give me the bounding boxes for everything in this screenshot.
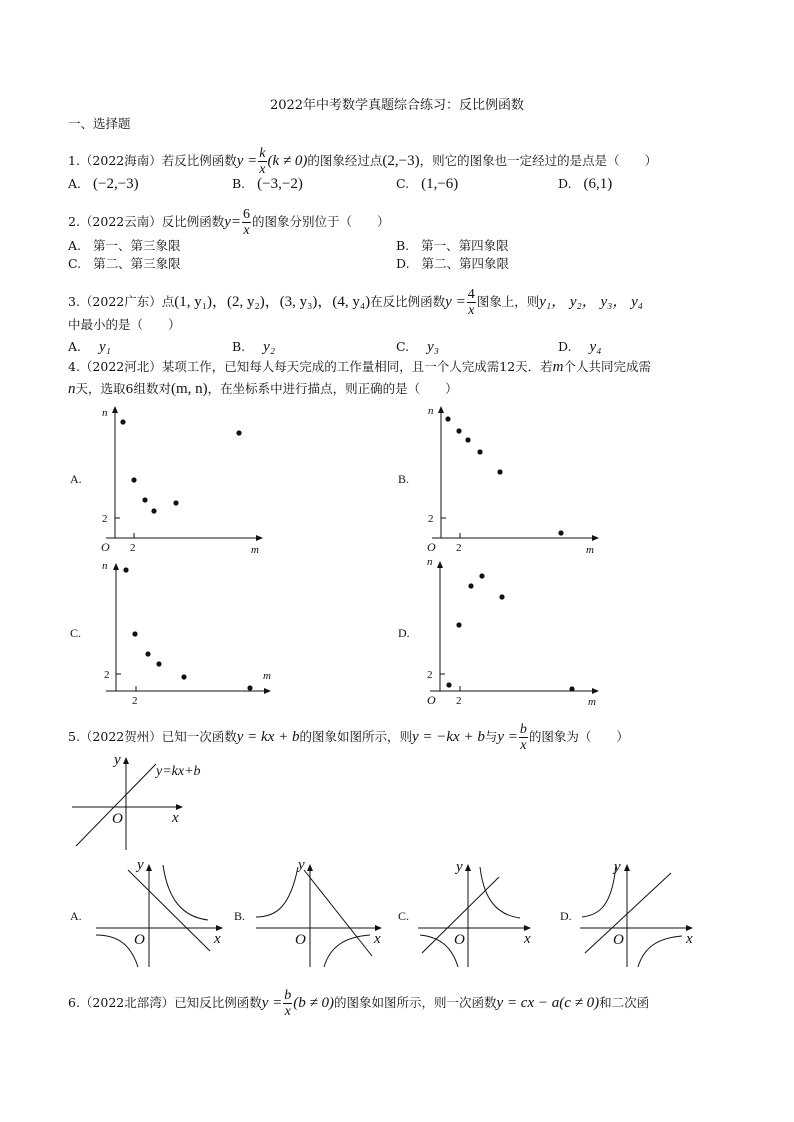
q3-option-b-label: B. bbox=[232, 339, 246, 354]
q3-option-b-value: y₂ bbox=[263, 339, 276, 355]
q4-line2 bbox=[68, 381, 458, 397]
q3-option-d-label: D. bbox=[558, 339, 572, 354]
q1-prefix: 1.（2022海南）若反比例函数 bbox=[68, 153, 237, 168]
q4-axis-m: m bbox=[251, 544, 259, 556]
q1-stem bbox=[68, 146, 657, 177]
q5-frac-den: x bbox=[520, 738, 527, 753]
q3-eq-lhs: y = bbox=[445, 294, 466, 310]
q4-tick-2-x: 2 bbox=[130, 542, 136, 554]
q3-option-d[interactable] bbox=[558, 339, 601, 355]
q1-option-a-label: A. bbox=[68, 176, 82, 191]
q4-line1 bbox=[68, 359, 651, 375]
q1-option-c-label: C. bbox=[396, 176, 410, 191]
q5-axis-y: y bbox=[614, 859, 621, 875]
section-heading: 一、选择题 bbox=[68, 116, 131, 131]
q3-option-d-value: y₄ bbox=[589, 339, 602, 355]
q5-given-line bbox=[76, 764, 156, 846]
q5-d-hyperbola-q2 bbox=[582, 865, 616, 917]
q3-line2: 中最小的是（ ） bbox=[68, 317, 181, 332]
q3-after: 图象上，则 bbox=[476, 294, 540, 309]
q3-frac-num: 4 bbox=[467, 287, 475, 302]
q5-origin: O bbox=[295, 932, 306, 948]
q4-axis-m: m bbox=[588, 696, 596, 708]
q5-option-b-label: B. bbox=[234, 909, 246, 923]
q3-points: (1, y₁)，(2, y₂)，(3, y₃)，(4, y₄) bbox=[174, 294, 371, 310]
q5-and: 与 bbox=[484, 729, 498, 744]
q4-line2b: ，在坐标系中进行描点，则正确的是（ ） bbox=[207, 381, 458, 396]
q3-frac-den: x bbox=[468, 303, 475, 318]
q4-point bbox=[123, 567, 128, 572]
q4-origin: O bbox=[427, 540, 436, 554]
q5-frac-num: b bbox=[519, 722, 527, 737]
q5-axis-x: x bbox=[686, 931, 693, 947]
q1-option-d-value: (6,1) bbox=[583, 176, 613, 192]
q1-frac-num: k bbox=[259, 146, 266, 161]
q5-option-d-label: D. bbox=[560, 909, 572, 923]
q1-point: (2,−3) bbox=[382, 153, 420, 169]
q4-graph-b-label: B. bbox=[398, 472, 410, 486]
q4-point bbox=[181, 674, 186, 679]
q1-option-d-label: D. bbox=[558, 176, 572, 191]
q2-stem bbox=[68, 207, 390, 238]
q5-option-d[interactable] bbox=[558, 855, 708, 970]
page-title: 2022年中考数学真题综合练习：反比例函数 bbox=[269, 98, 525, 113]
q4-var-n: n bbox=[68, 381, 76, 397]
q5-origin: O bbox=[613, 932, 624, 948]
q4-tick-2-y: 2 bbox=[102, 513, 108, 525]
q4-axis-n: n bbox=[427, 556, 433, 568]
q5-origin: O bbox=[112, 811, 123, 827]
q6-eq2: y = cx − a(c ≠ 0) bbox=[496, 995, 600, 1011]
q2-option-d-value: 第二、第四象限 bbox=[421, 256, 510, 271]
q2-option-b-value: 第一、第四象限 bbox=[421, 238, 509, 253]
q3-prefix: 3.（2022广东）点 bbox=[68, 294, 175, 309]
q5-d-line bbox=[585, 873, 671, 953]
q1-option-c-value: (1,−6) bbox=[421, 176, 459, 192]
q4-point bbox=[456, 622, 461, 627]
q2-option-c[interactable] bbox=[68, 256, 181, 272]
q5-eq1: y = kx + b bbox=[236, 729, 300, 745]
q3-stem bbox=[68, 287, 643, 318]
q4-line2a: 天，选取6组数对 bbox=[75, 381, 171, 396]
q1-frac-den: x bbox=[259, 162, 266, 177]
q4-point bbox=[497, 469, 502, 474]
q6-stem bbox=[68, 988, 649, 1019]
q4-tick-2-y: 2 bbox=[104, 669, 110, 681]
q5-axis-x: x bbox=[214, 931, 221, 947]
q4-point bbox=[131, 477, 136, 482]
q2-prefix: 2.（2022云南）反比例函数 bbox=[68, 214, 225, 229]
q5-option-c-label: C. bbox=[398, 909, 410, 923]
q4-point bbox=[479, 573, 484, 578]
q1-fraction bbox=[258, 146, 266, 177]
q4-point bbox=[151, 508, 156, 513]
q5-b-hyperbola-q4 bbox=[324, 935, 370, 967]
q6-mid: 的图象如图所示，则一次函数 bbox=[334, 995, 497, 1010]
q4-axis-n: n bbox=[102, 560, 108, 572]
q2-option-b-label: B. bbox=[396, 238, 410, 253]
q4-axis-n: n bbox=[428, 405, 434, 417]
q4-point bbox=[445, 416, 450, 421]
q1-option-b-value: (−3,−2) bbox=[257, 176, 303, 192]
q2-suffix: 的图象分别位于（ ） bbox=[252, 214, 390, 229]
q5-axis-y: y bbox=[456, 859, 463, 875]
q4-var-m: m bbox=[552, 359, 564, 375]
q5-option-a-label: A. bbox=[70, 909, 82, 923]
q3-option-c[interactable] bbox=[396, 339, 439, 355]
q2-option-b[interactable] bbox=[396, 238, 509, 254]
q5-suffix: 的图象为（ ） bbox=[528, 729, 629, 744]
q4-graph-d[interactable] bbox=[396, 553, 606, 708]
q5-mid: 的图象如图所示，则 bbox=[299, 729, 412, 744]
q3-option-a[interactable] bbox=[68, 339, 111, 355]
q3-option-c-label: C. bbox=[396, 339, 410, 354]
q3-option-b[interactable] bbox=[232, 339, 275, 355]
q4-pair: (m, n) bbox=[170, 381, 208, 397]
q4-origin: O bbox=[427, 693, 436, 707]
q5-stem bbox=[68, 722, 629, 753]
q5-option-b[interactable] bbox=[232, 855, 392, 970]
q5-line-label: y=kx+b bbox=[156, 764, 201, 779]
q4-point bbox=[120, 419, 125, 424]
q4-graph-b[interactable] bbox=[396, 400, 606, 555]
q4-graph-c[interactable] bbox=[68, 553, 278, 707]
q4-tick-2-y: 2 bbox=[428, 513, 434, 525]
q6-suffix: 和二次函 bbox=[599, 995, 650, 1010]
q2-eq-lhs: y= bbox=[224, 214, 242, 230]
q5-origin: O bbox=[454, 932, 465, 948]
q2-option-a-value: 第一、第三象限 bbox=[93, 238, 181, 253]
q5-eq3-lhs: y = bbox=[497, 729, 518, 745]
q4-point bbox=[236, 430, 241, 435]
q4-point bbox=[142, 497, 147, 502]
q5-origin: O bbox=[134, 932, 145, 948]
q3-option-a-label: A. bbox=[68, 339, 82, 354]
q4-point bbox=[499, 594, 504, 599]
q4-point bbox=[465, 437, 470, 442]
q1-suffix: ，则它的图象也一定经过的是点是（ ） bbox=[419, 153, 658, 168]
q4-origin: O bbox=[101, 540, 110, 554]
q6-prefix: 6.（2022北部湾）已知反比例函数 bbox=[68, 995, 262, 1010]
q4-tick-2-y: 2 bbox=[427, 669, 433, 681]
q4-point bbox=[558, 530, 563, 535]
q5-axis-y: y bbox=[298, 857, 305, 873]
q5-axis-x: x bbox=[172, 810, 179, 826]
q4-point bbox=[156, 661, 161, 666]
q5-prefix: 5.（2022贺州）已知一次函数 bbox=[68, 729, 237, 744]
q4-point bbox=[132, 631, 137, 636]
q1-option-a-value: (−2,−3) bbox=[93, 176, 139, 192]
q5-eq2: y = −kx + b bbox=[411, 729, 485, 745]
q2-option-a[interactable] bbox=[68, 238, 181, 254]
q3-mid: 在反比例函数 bbox=[370, 294, 446, 309]
q5-axis-x: x bbox=[524, 931, 531, 947]
q4-point bbox=[173, 500, 178, 505]
q6-frac-den: x bbox=[284, 1004, 291, 1019]
q4-point bbox=[569, 686, 574, 691]
q5-b-hyperbola-q2 bbox=[256, 867, 298, 917]
q5-axis-y: y bbox=[137, 857, 144, 873]
q1-condition: (k ≠ 0) bbox=[267, 153, 308, 169]
q4-point bbox=[468, 583, 473, 588]
q5-a-hyperbola-q3 bbox=[96, 935, 138, 967]
q6-frac-num: b bbox=[284, 988, 292, 1003]
q1-eq-lhs: y = bbox=[236, 153, 258, 169]
q2-option-c-label: C. bbox=[68, 256, 82, 271]
q5-c-hyperbola-q3 bbox=[420, 935, 458, 967]
q4-graph-c-label: C. bbox=[70, 626, 82, 640]
q5-d-hyperbola-q4 bbox=[638, 936, 682, 967]
q4-axis-n: n bbox=[102, 407, 108, 419]
q1-option-b[interactable] bbox=[232, 176, 303, 192]
q3-vars: y₁， y₂， y₃， y₄ bbox=[539, 294, 643, 310]
q4-graph-d-label: D. bbox=[398, 626, 410, 640]
q4-axis-m: m bbox=[263, 670, 271, 682]
q3-fraction bbox=[467, 287, 476, 318]
q1-option-a[interactable] bbox=[68, 176, 139, 192]
q2-option-d-label: D. bbox=[396, 256, 410, 271]
q6-fraction bbox=[283, 988, 292, 1019]
q1-option-d[interactable] bbox=[558, 176, 612, 192]
q5-b-line bbox=[304, 870, 372, 956]
q4-point bbox=[446, 682, 451, 687]
q2-option-c-value: 第二、第三象限 bbox=[93, 256, 181, 271]
q3-option-c-value: y₃ bbox=[427, 339, 439, 355]
q4-point bbox=[145, 651, 150, 656]
q1-option-c[interactable] bbox=[396, 176, 458, 192]
q6-eq-lhs: y = bbox=[261, 995, 283, 1011]
q4-line1-text: 4.（2022河北）某项工作，已知每人每天完成的工作量相同，且一个人完成需12天．若 bbox=[68, 359, 553, 374]
q4-point bbox=[247, 685, 252, 690]
q2-frac-den: x bbox=[243, 223, 250, 238]
q1-option-b-label: B. bbox=[232, 176, 246, 191]
q3-option-a-value: y₁ bbox=[99, 339, 111, 355]
q5-axis-x: x bbox=[374, 931, 381, 947]
q5-c-hyperbola-q1 bbox=[480, 867, 520, 918]
q2-option-d[interactable] bbox=[396, 256, 509, 272]
q4-point bbox=[456, 428, 461, 433]
q5-fraction bbox=[519, 722, 528, 753]
q4-axis-m: m bbox=[586, 544, 594, 556]
q1-mid: 的图象经过点 bbox=[307, 153, 383, 168]
q2-frac-num: 6 bbox=[243, 207, 251, 222]
q5-given-figure bbox=[68, 750, 218, 855]
q4-point bbox=[477, 449, 482, 454]
q5-option-c[interactable] bbox=[396, 855, 546, 970]
q2-fraction bbox=[242, 207, 251, 238]
q5-axis-y: y bbox=[114, 752, 121, 768]
q2-option-a-label: A. bbox=[68, 238, 82, 253]
q4-graph-a[interactable] bbox=[68, 400, 268, 555]
q4-line1-end: 个人共同完成需 bbox=[563, 359, 652, 374]
q4-tick-2-x: 2 bbox=[456, 695, 462, 707]
q5-option-a[interactable] bbox=[68, 855, 233, 970]
q6-condition: (b ≠ 0) bbox=[293, 995, 335, 1011]
q4-tick-2-x: 2 bbox=[132, 695, 138, 707]
q4-tick-2-x: 2 bbox=[456, 542, 462, 554]
q4-graph-a-label: A. bbox=[70, 472, 82, 486]
